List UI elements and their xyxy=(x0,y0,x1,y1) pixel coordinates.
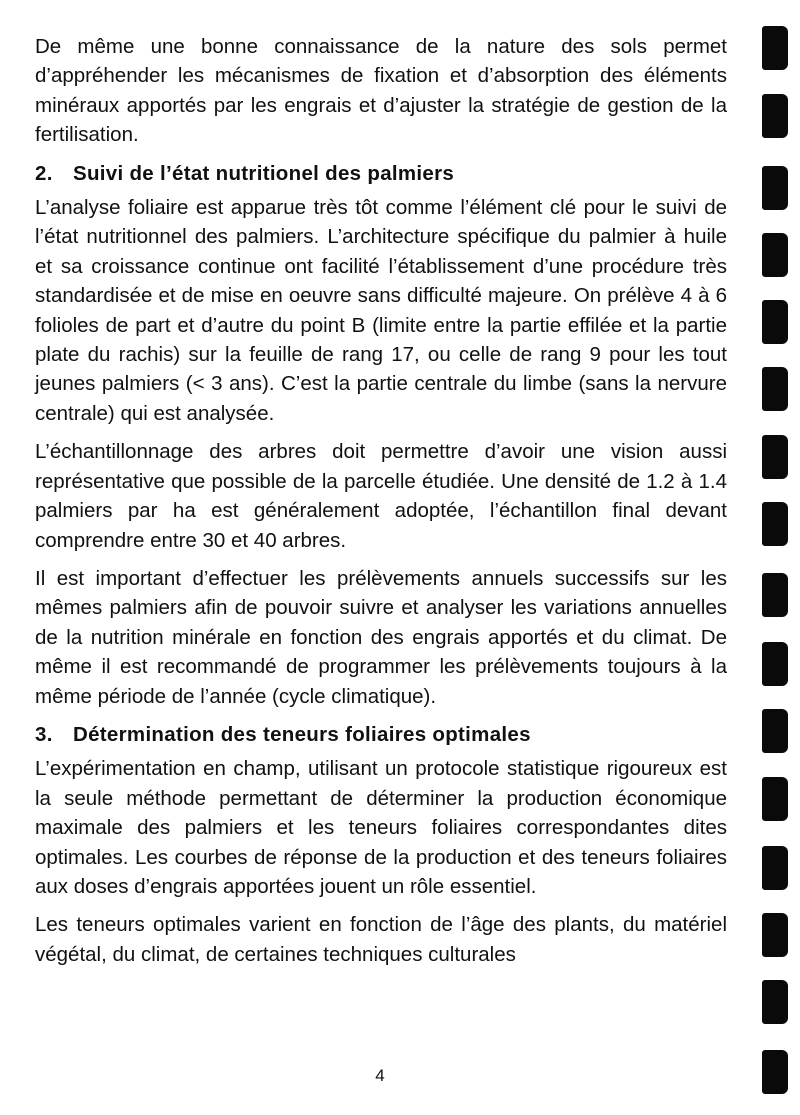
binding-hole xyxy=(762,642,788,686)
binding-hole xyxy=(762,502,788,546)
section-2-paragraph-3: Il est important d’effectuer les prélèvements annuels successifs sur les mêmes palmiers afin de pouvoir suivre et analyser les variations annuelles de la nutrition minérale en fonction des engrais apportés et du climat. De même il est recommandé de programmer les prélèvements toujours à la même période de l’année (cycle climatique). xyxy=(35,566,727,708)
section-3-paragraph-2: Les teneurs optimales varient en fonction de l’âge des plants, du matériel végétal, du climat, de certaines techniques culturales xyxy=(35,913,727,966)
section-3-number: 3. xyxy=(35,722,53,746)
section-2-number: 2. xyxy=(35,161,53,185)
binding-hole xyxy=(762,709,788,753)
section-2-paragraph-1: L’analyse foliaire est apparue très tôt comme l’élément clé pour le suivi de l’état nutritionnel des palmiers. L’architecture spécifique du palmier à huile et sa croissance continue ont facilité l’établissement d’une procédure très standardisée et de mise en oeuvre sans difficulté majeure. On prélève 4 à 6 folioles de part et d’autre du point B (limite entre la partie effilée et la partie plate du rachis) sur la feuille de rang 17, ou celle de rang 9 pour les tout jeunes palmiers (< 3 ans). C’est la partie centrale du limbe (sans la nervure centrale) qui est analysée. xyxy=(35,196,727,425)
section-3-paragraph-1: L’expérimentation en champ, utilisant un protocole statistique rigoureux est la seule méthode permettant de déterminer la production économique maximale des palmiers et les teneurs foliaires correspondantes dites optimales. Les courbes de réponse de la production et des teneurs foliaires aux doses d’engrais apportées jouent un rôle essentiel. xyxy=(35,757,727,898)
binding-hole xyxy=(762,26,788,70)
document-page xyxy=(35,32,727,978)
section-2-heading xyxy=(35,159,727,188)
page-number: 4 xyxy=(375,1066,385,1085)
section-3-title: Détermination des teneurs foliaires optimales xyxy=(73,722,531,746)
intro-paragraph: De même une bonne connaissance de la nature des sols permet d’appréhender les mécanismes de fixation et d’absorption des éléments minéraux apportés par les engrais et d’ajuster la stratégie de gestion de la fertilisation. xyxy=(35,35,727,147)
binding-hole xyxy=(762,435,788,479)
binding-hole xyxy=(762,367,788,411)
binding-hole xyxy=(762,300,788,344)
binding-holes xyxy=(756,0,800,1115)
binding-hole xyxy=(762,166,788,210)
section-3-heading xyxy=(35,720,727,749)
section-2-title: Suivi de l’état nutritionel des palmiers xyxy=(73,161,455,185)
binding-hole xyxy=(762,913,788,957)
binding-hole xyxy=(762,573,788,617)
binding-hole xyxy=(762,233,788,277)
binding-hole xyxy=(762,1050,788,1094)
binding-hole xyxy=(762,94,788,138)
binding-hole xyxy=(762,777,788,821)
binding-hole xyxy=(762,980,788,1024)
binding-hole xyxy=(762,846,788,890)
section-2-paragraph-2: L’échantillonnage des arbres doit permettre d’avoir une vision aussi représentative que possible de la parcelle étudiée. Une densité de 1.2 à 1.4 palmiers par ha est généralement adoptée, l’échantillon final devant comprendre entre 30 et 40 arbres. xyxy=(35,440,727,552)
